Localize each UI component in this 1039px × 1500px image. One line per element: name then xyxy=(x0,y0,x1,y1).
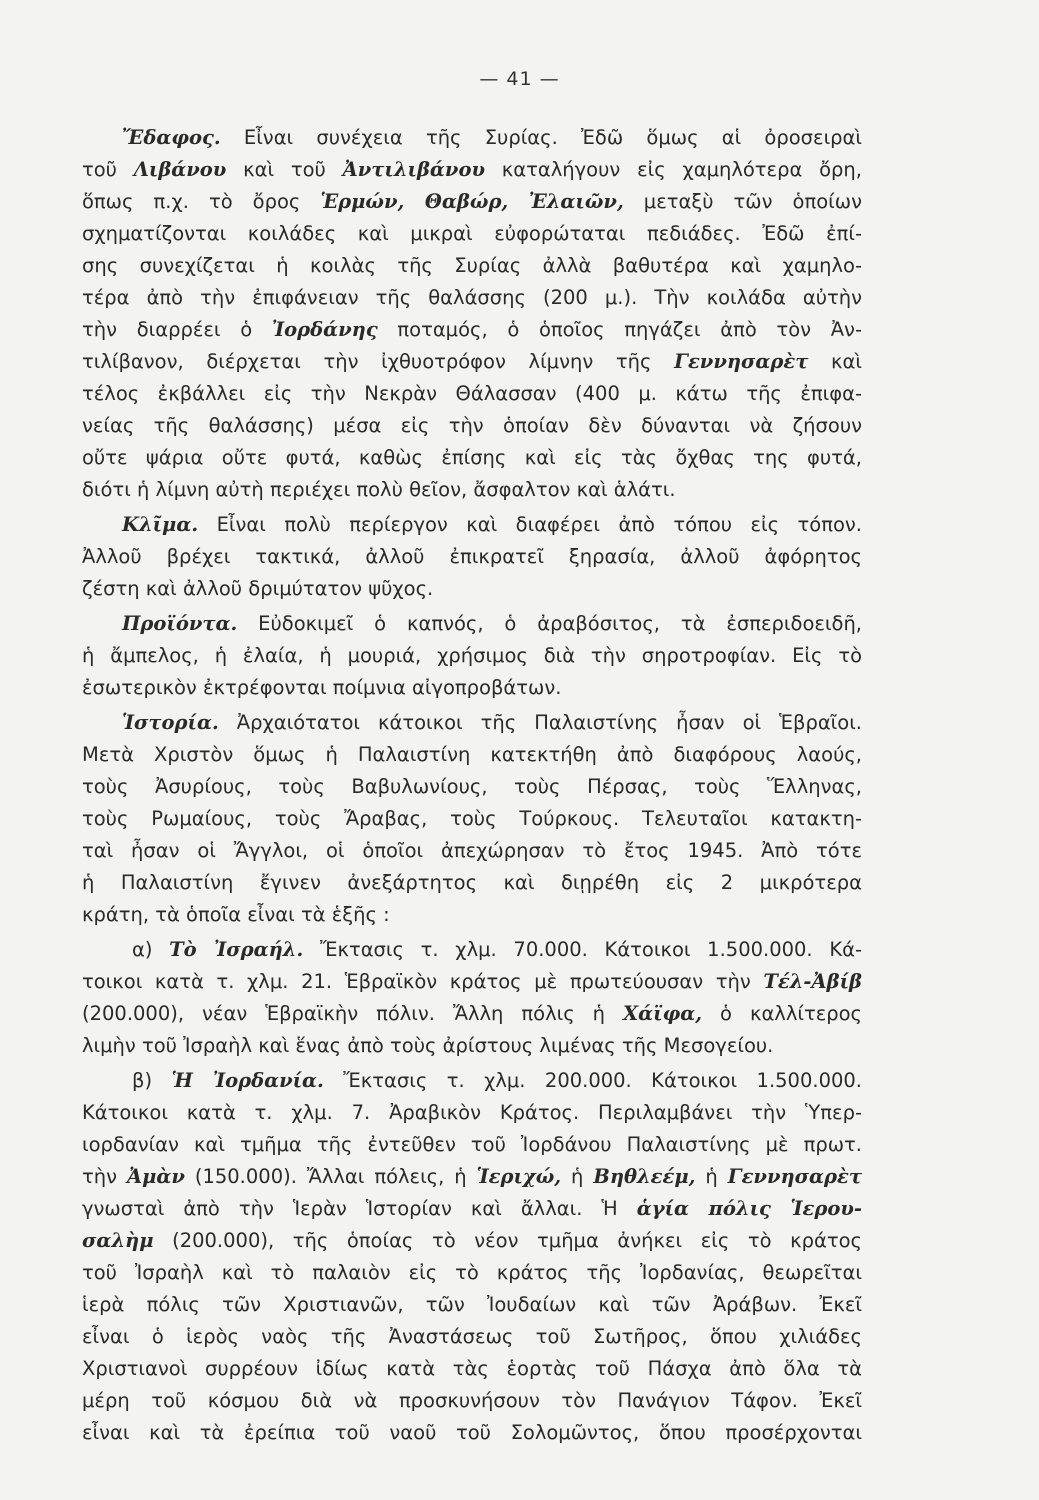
text-run: κράτη, τὰ ὁποῖα εἶναι τὰ ἑξῆς : xyxy=(82,903,390,926)
text-line xyxy=(82,410,862,442)
text-line xyxy=(82,509,862,541)
text-line xyxy=(82,1065,862,1097)
text-run: ἡ Παλαιστίνη ἔγινεν ἀνεξάρτητος καὶ διῃρέθη εἰς 2 μικρότερα xyxy=(82,871,862,894)
text-run: τοικοι κατὰ τ. χλμ. 21. Ἑβραϊκὸν κράτος μὲ πρωτεύουσαν τὴν xyxy=(82,970,764,993)
text-line xyxy=(82,282,862,314)
text-line xyxy=(82,378,862,410)
emphasized-term: Ἱστορία. xyxy=(122,711,219,734)
body-text xyxy=(82,122,862,1449)
text-line xyxy=(82,1129,862,1161)
text-run: λιμὴν τοῦ Ἰσραὴλ καὶ ἕνας ἀπὸ τοὺς ἀρίστους λιμένας τῆς Μεσογείου. xyxy=(82,1034,774,1057)
text-run: καὶ τοῦ xyxy=(226,158,343,181)
text-run: α) xyxy=(132,938,170,961)
text-run: β) xyxy=(132,1069,172,1092)
text-run: διότι ἡ λίμνη αὐτὴ περιέχει πολὺ θεῖον, ἄσφαλτον καὶ ἁλάτι. xyxy=(82,478,676,501)
text-run: τὴν διαρρέει ὁ xyxy=(82,318,272,341)
emphasized-term: σαλὴμ xyxy=(82,1229,154,1252)
emphasized-term: Ἰορδάνης xyxy=(271,318,378,341)
text-line xyxy=(82,608,862,640)
text-run: ταὶ ἦσαν οἱ Ἄγγλοι, οἱ ὁποῖοι ἀπεχώρησαν τὸ ἔτος 1945. Ἀπὸ τότε xyxy=(82,839,862,862)
text-line xyxy=(82,474,862,506)
text-line xyxy=(82,672,862,704)
emphasized-term: Κλῖμα. xyxy=(122,513,199,536)
text-line xyxy=(82,835,862,867)
emphasized-term: Προϊόντα. xyxy=(122,612,238,635)
text-run: τοὺς Ἀσυρίους, τοὺς Βαβυλωνίους, τοὺς Πέρσας, τοὺς Ἕλληνας, xyxy=(82,775,862,798)
text-run: Ἔκτασις τ. χλμ. 70.000. Κάτοικοι 1.500.000. Κά- xyxy=(303,938,862,961)
text-line xyxy=(82,186,862,218)
text-run: μεταξὺ τῶν ὁποίων xyxy=(623,190,862,213)
emphasized-term: Τὸ Ἰσραήλ. xyxy=(169,938,304,961)
text-run: Ἔκτασις τ. χλμ. 200.000. Κάτοικοι 1.500.000. xyxy=(323,1069,862,1092)
text-run: τέλος ἐκβάλλει εἰς τὴν Νεκρὰν Θάλασσαν (400 μ. κάτω τῆς ἐπιφα- xyxy=(82,382,862,405)
text-run: οὔτε ψάρια οὔτε φυτά, καθὼς ἐπίσης καὶ εἰς τὰς ὄχθας της φυτά, xyxy=(82,446,862,469)
text-line xyxy=(82,1385,862,1417)
text-line xyxy=(82,154,862,186)
text-run: σχηματίζονται κοιλάδες καὶ μικραὶ εὐφορώταται πεδιάδες. Ἐδῶ ἐπί- xyxy=(82,222,862,245)
text-line xyxy=(82,998,862,1030)
text-line xyxy=(82,250,862,282)
page-number: — 41 — xyxy=(479,68,560,90)
text-run: ἐσωτερικὸν ἐκτρέφονται ποίμνια αἰγοπροβάτων. xyxy=(82,676,562,699)
emphasized-term: Χάϊφα, xyxy=(623,1002,703,1025)
text-run: Εἶναι συνέχεια τῆς Συρίας. Ἐδῶ ὅμως αἱ ὀροσειραὶ xyxy=(220,126,862,149)
text-line xyxy=(82,803,862,835)
text-run: τοῦ Ἰσραὴλ καὶ τὸ παλαιὸν εἰς τὸ κράτος τῆς Ἰορδανίας, θεωρεῖται xyxy=(82,1261,862,1284)
text-run: ζέστη καὶ ἀλλοῦ δριμύτατον ψῦχος. xyxy=(82,577,434,600)
text-run: καὶ xyxy=(808,350,862,373)
text-run: ὅπως π.χ. τὸ ὄρος xyxy=(82,190,321,213)
text-line xyxy=(82,1193,862,1225)
text-run: τοὺς Ρωμαίους, τοὺς Ἄραβας, τοὺς Τούρκους. Τελευταῖοι κατακτη- xyxy=(82,807,862,830)
text-line xyxy=(82,1321,862,1353)
text-run: νείας τῆς θαλάσσης) μέσα εἰς τὴν ὁποίαν δὲν δύνανται νὰ ζήσουν xyxy=(82,414,862,437)
text-line xyxy=(82,346,862,378)
emphasized-term: Ἀντιλιβάνου xyxy=(342,158,485,181)
text-line xyxy=(82,934,862,966)
text-run: τέρα ἀπὸ τὴν ἐπιφάνειαν τῆς θαλάσσης (200 μ.). Τὴν κοιλάδα αὐτὴν xyxy=(82,286,862,309)
emphasized-term: ἁγία πόλις Ἱερου- xyxy=(636,1197,862,1220)
text-line xyxy=(82,1225,862,1257)
text-line xyxy=(82,314,862,346)
text-run: ἱερὰ πόλις τῶν Χριστιανῶν, τῶν Ἰουδαίων καὶ τῶν Ἀράβων. Ἐκεῖ xyxy=(82,1293,862,1316)
text-line xyxy=(82,442,862,474)
text-run: ἡ xyxy=(695,1165,728,1188)
emphasized-term: Λιβάνου xyxy=(133,158,227,181)
text-line xyxy=(82,707,862,739)
text-line xyxy=(82,640,862,672)
emphasized-term: Ἱεριχώ, xyxy=(476,1165,562,1188)
text-line xyxy=(82,1289,862,1321)
text-run: ὁ καλλίτερος xyxy=(702,1002,862,1025)
emphasized-term: Ἀμὰν xyxy=(126,1165,185,1188)
text-run: καταλήγουν εἰς χαμηλότερα ὄρη, xyxy=(485,158,862,181)
text-run: (150.000). Ἄλλαι πόλεις, ἡ xyxy=(184,1165,477,1188)
text-line xyxy=(82,1097,862,1129)
text-run: Ἀλλοῦ βρέχει τακτικά, ἀλλοῦ ἐπικρατεῖ ξηρασία, ἀλλοῦ ἀφόρητος xyxy=(82,545,862,568)
text-run: ἡ ἄμπελος, ἡ ἐλαία, ἡ μουριά, χρήσιμος διὰ τὴν σηροτροφίαν. Εἰς τὸ xyxy=(82,644,862,667)
text-run: τοῦ xyxy=(82,158,134,181)
text-line xyxy=(82,1417,862,1449)
text-run: Εἶναι πολὺ περίεργον καὶ διαφέρει ἀπὸ τόπου εἰς τόπον. xyxy=(198,513,862,536)
emphasized-term: Ἔδαφος. xyxy=(122,126,221,149)
text-line xyxy=(82,966,862,998)
text-run: τιλίβανον, διέρχεται τὴν ἰχθυοτρόφον λίμνην τῆς xyxy=(82,350,675,373)
text-run: εἶναι ὁ ἱερὸς ναὸς τῆς Ἀναστάσεως τοῦ Σωτῆρος, ὅπου χιλιάδες xyxy=(82,1325,862,1348)
text-run: γνωσταὶ ἀπὸ τὴν Ἱερὰν Ἱστορίαν καὶ ἄλλαι. Ἡ xyxy=(82,1197,637,1220)
emphasized-term: Γεννησαρὲτ xyxy=(727,1165,862,1188)
text-line xyxy=(82,541,862,573)
text-line xyxy=(82,218,862,250)
text-run: (200.000), τῆς ὁποίας τὸ νέον τμῆμα ἀνήκει εἰς τὸ κράτος xyxy=(153,1229,862,1252)
text-line xyxy=(82,1030,862,1062)
text-line xyxy=(82,739,862,771)
text-run: τὴν xyxy=(82,1165,127,1188)
text-run: σης συνεχίζεται ἡ κοιλὰς τῆς Συρίας ἀλλὰ βαθυτέρα καὶ χαμηλο- xyxy=(82,254,862,277)
text-line xyxy=(82,1161,862,1193)
text-run: Εὐδοκιμεῖ ὁ καπνός, ὁ ἀραβόσιτος, τὰ ἐσπεριδοειδῆ, xyxy=(237,612,862,635)
text-line xyxy=(82,1353,862,1385)
text-run: Κάτοικοι κατὰ τ. χλμ. 7. Ἀραβικὸν Κράτος. Περιλαμβάνει τὴν Ὑπερ- xyxy=(82,1101,862,1124)
emphasized-term: Ἡ Ἰορδανία. xyxy=(171,1069,324,1092)
text-line xyxy=(82,867,862,899)
text-line xyxy=(82,1257,862,1289)
text-run: (200.000), νέαν Ἑβραϊκὴν πόλιν. Ἄλλη πόλις ἡ xyxy=(82,1002,624,1025)
text-run: εἶναι καὶ τὰ ἐρείπια τοῦ ναοῦ τοῦ Σολομῶντος, ὅπου προσέρχονται xyxy=(82,1421,862,1444)
text-run: Χριστιανοὶ συρρέουν ἰδίως κατὰ τὰς ἑορτὰς τοῦ Πάσχα ἀπὸ ὅλα τὰ xyxy=(82,1357,862,1380)
text-run: ποταμός, ὁ ὁποῖος πηγάζει ἀπὸ τὸν Ἀν- xyxy=(377,318,862,341)
text-line xyxy=(82,771,862,803)
text-run: ιορδανίαν καὶ τμῆμα τῆς ἐντεῦθεν τοῦ Ἰορδάνου Παλαιστίνης μὲ πρωτ. xyxy=(82,1133,862,1156)
text-line xyxy=(82,899,862,931)
emphasized-term: Ἑρμών, Θαβώρ, Ἐλαιῶν, xyxy=(320,190,624,213)
text-run: μέρη τοῦ κόσμου διὰ νὰ προσκυνήσουν τὸν Πανάγιον Τάφον. Ἐκεῖ xyxy=(82,1389,862,1412)
text-run: Μετὰ Χριστὸν ὅμως ἡ Παλαιστίνη κατεκτήθη ἀπὸ διαφόρους λαούς, xyxy=(82,743,862,766)
text-run: Ἀρχαιότατοι κάτοικοι τῆς Παλαιστίνης ἦσαν οἱ Ἑβραῖοι. xyxy=(218,711,862,734)
emphasized-term: Βηθλεέμ, xyxy=(593,1165,696,1188)
text-run: ἡ xyxy=(561,1165,594,1188)
emphasized-term: Γεννησαρὲτ xyxy=(674,350,809,373)
emphasized-term: Τέλ-Ἀβίβ xyxy=(763,970,862,993)
text-line xyxy=(82,573,862,605)
text-line xyxy=(82,122,862,154)
